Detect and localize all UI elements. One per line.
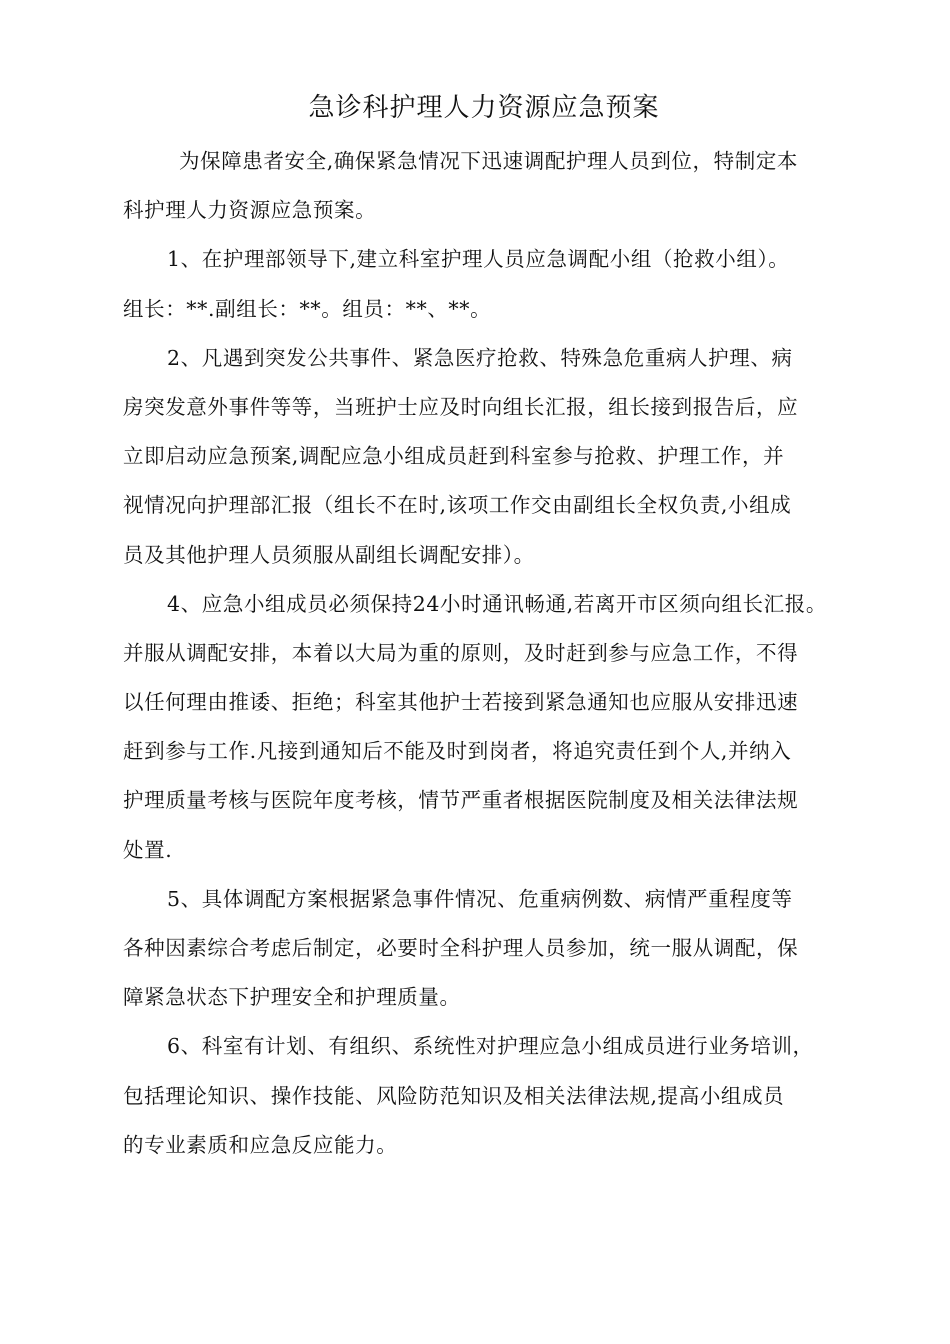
paragraph-1-line-1: 1、在护理部领导下,建立科室护理人员应急调配小组（抢救小组）。: [167, 247, 790, 272]
paragraph-4-line-4: 赶到参与工作.凡接到通知后不能及时到岗者，将追究责任到个人,并纳入: [123, 739, 792, 764]
paragraph-intro-line-1: 为保障患者安全,确保紧急情况下迅速调配护理人员到位，特制定本: [179, 149, 799, 173]
paragraph-4-line-2: 并服从调配安排，本着以大局为重的原则，及时赶到参与应急工作，不得: [123, 640, 799, 665]
paragraph-intro-line-2: 科护理人力资源应急预案。: [123, 198, 377, 223]
paragraph-2-line-2: 房突发意外事件等等，当班护士应及时向组长汇报，组长接到报告后，应: [123, 394, 799, 419]
paragraph-4-line-5: 护理质量考核与医院年度考核，情节严重者根据医院制度及相关法律法规: [123, 788, 799, 813]
paragraph-4-line-3: 以任何理由推诿、拒绝；科室其他护士若接到紧急通知也应服从安排迅速: [123, 690, 799, 715]
paragraph-5-line-3: 障紧急状态下护理安全和护理质量。: [123, 985, 461, 1010]
paragraph-6-line-3: 的专业素质和应急反应能力。: [123, 1132, 398, 1157]
paragraph-6-line-1: 6、科室有计划、有组织、系统性对护理应急小组成员进行业务培训，: [167, 1034, 814, 1059]
paragraph-2-line-5: 员及其他护理人员须服从副组长调配安排）。: [123, 542, 535, 567]
paragraph-2-line-3: 立即启动应急预案,调配应急小组成员赶到科室参与抢救、护理工作，并: [123, 444, 785, 469]
paragraph-2-line-4: 视情况向护理部汇报（组长不在时,该项工作交由副组长全权负责,小组成: [123, 493, 792, 518]
paragraph-2-line-1: 2、凡遇到突发公共事件、紧急医疗抢救、特殊急危重病人护理、病: [167, 345, 793, 370]
paragraph-4-line-1: 4、应急小组成员必须保持24小时通讯畅通,若离开市区须向组长汇报。: [167, 591, 827, 616]
paragraph-6-line-2: 包括理论知识、操作技能、风险防范知识及相关法律法规,提高小组成员: [123, 1083, 785, 1108]
paragraph-4-line-6: 处置.: [123, 837, 173, 862]
document-title: 急诊科护理人力资源应急预案: [308, 93, 660, 123]
paragraph-1-line-2: 组长：**.副组长：**。组员：**、**。: [123, 296, 492, 321]
paragraph-5-line-1: 5、具体调配方案根据紧急事件情况、危重病例数、病情严重程度等: [167, 886, 793, 911]
paragraph-5-line-2: 各种因素综合考虑后制定，必要时全科护理人员参加，统一服从调配，保: [123, 936, 799, 960]
document-body: [123, 140, 883, 1173]
